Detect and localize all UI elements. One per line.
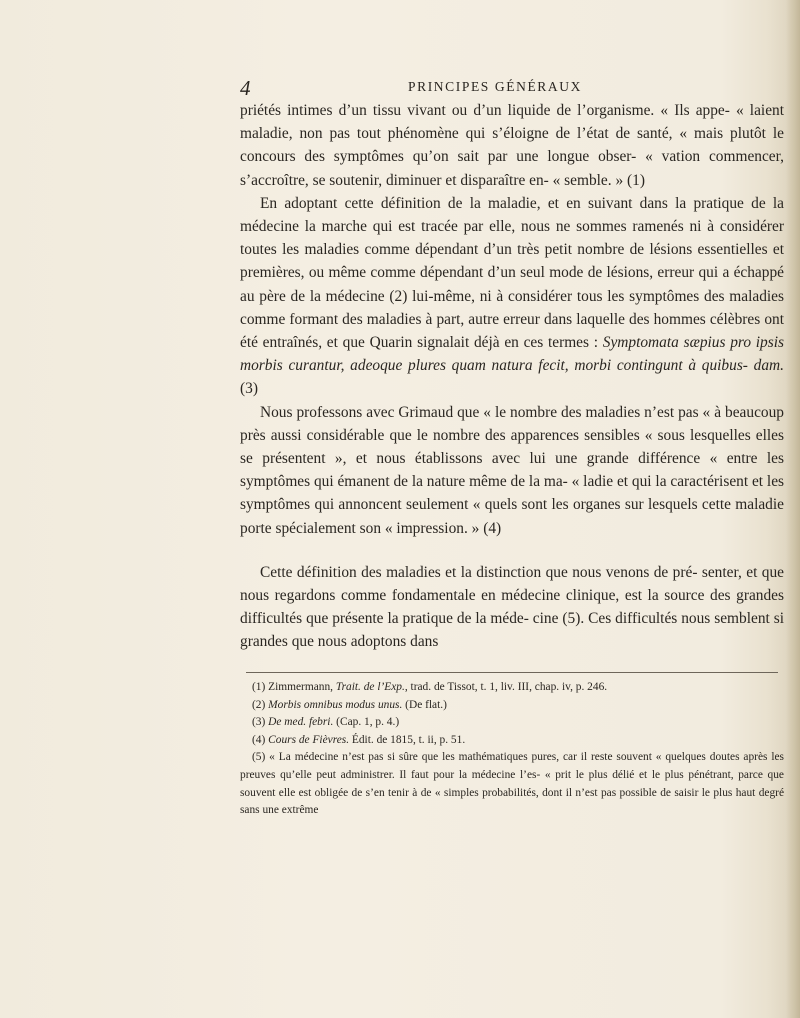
- footnote-number: (1): [252, 681, 266, 693]
- paragraph-spacer: [240, 540, 784, 561]
- footnote-5: (5) « La médecine n’est pas si sûre que les mathématiques pures, car il reste souvent « quelques doutes après les preuves qu’elle peut administrer. Il faut pour la médecine l’es- « prit le plus délié et le plus pénétrant, parce que souvent elle est obligée de s’en tenir à de « simples probabilités, dont il n’est pas possible de saisir le plus haut degré sans une extrême: [240, 751, 784, 817]
- main-text: [240, 99, 784, 654]
- footnote-title: De med. febri.: [268, 716, 334, 729]
- footnote-1: [240, 679, 784, 697]
- footnote-title: Trait. de l’Exp.: [335, 681, 405, 693]
- paragraph-grimaud: Nous professons avec Grimaud que « le nombre des maladies n’est pas « à beaucoup près aussi considérable que le nombre des apparences sensibles « sous lesquelles elles se présentent », et nous établissons avec lui une grande différence « entre les symptômes qui émanent de la nature même de la ma- « ladie et qui la caractérisent et les symptômes qui annoncent seulement « quels sont les organes sur lesquels cette maladie porte spécialement son « impression. » (4): [240, 403, 785, 537]
- paragraph-difficulties: Cette définition des maladies et la distinction que nous venons de pré- senter, et que nous regardons comme fondamentale en médecine clinique, est la source des grandes difficultés que présente la pratique de la méde- cine (5). Ces difficultés nous semblent si grandes que nous adoptons dans: [240, 563, 784, 651]
- footnote-title: Morbis omnibus modus unus.: [268, 698, 403, 711]
- footnote-3: [240, 714, 784, 732]
- footnote-number: (2): [252, 698, 266, 711]
- footnote-citation: (Cap. 1, p. 4.): [333, 716, 400, 729]
- paragraph-definition: [240, 192, 784, 401]
- footnote-number: (4): [252, 733, 266, 746]
- footnote-number: (3): [252, 716, 266, 729]
- footnotes: [240, 679, 784, 820]
- footnote-rule: [246, 672, 778, 673]
- running-head: PRINCIPES GÉNÉRAUX: [408, 79, 582, 94]
- paragraph-continued: priétés intimes d’un tissu vivant ou d’un liquide de l’organisme. « Ils appe- « laient maladie, non pas tout phénomène qui s’éloigne de l’état de santé, « mais plutôt le concours des symptômes qu’on sait par une longue obser- « vation commencer, s’accroître, se soutenir, diminuer et disparaître en- « semble. » (1): [240, 102, 784, 189]
- paragraph-text: En adoptant cette définition de la maladie, et en suivant dans la pratique de la médecine la marche qui est tracée par elle, nous ne sommes ramenés ni à considérer toutes les maladies comme dépendant d’un très petit nombre de lésions essentielles et premières, ou même comme dépendant d’un seul mode de lésions, erreur qui a échappé au père de la médecine (2) lui-même, ni à considérer tous les symptômes des maladies comme formant des maladies à part, autre erreur dans laquelle des hommes célèbres ont été entraînés, et que Quarin signalait déjà en ces termes :: [240, 194, 784, 352]
- footnote-citation: , trad. de Tissot, t. 1, liv. III, chap. iv, p. 246.: [404, 681, 608, 693]
- footnote-citation: Édit. de 1815, t. ii, p. 51.: [349, 733, 466, 746]
- page-header: [240, 76, 780, 100]
- page-edge-shadow: [786, 0, 800, 1018]
- footnote-author: Zimmermann,: [268, 681, 336, 693]
- footnote-4: [240, 732, 784, 750]
- page-number: 4: [240, 76, 251, 100]
- footnote-reference: (3): [240, 380, 258, 398]
- footnote-2: [240, 697, 784, 715]
- footnote-title: Cours de Fièvres.: [268, 733, 350, 746]
- latin-quotation: Symptomata sæpius pro ipsis morbis curantur, adeoque plures quam natura fecit, morbi contingunt à quibus- dam.: [240, 334, 784, 375]
- footnote-citation: (De flat.): [402, 698, 447, 711]
